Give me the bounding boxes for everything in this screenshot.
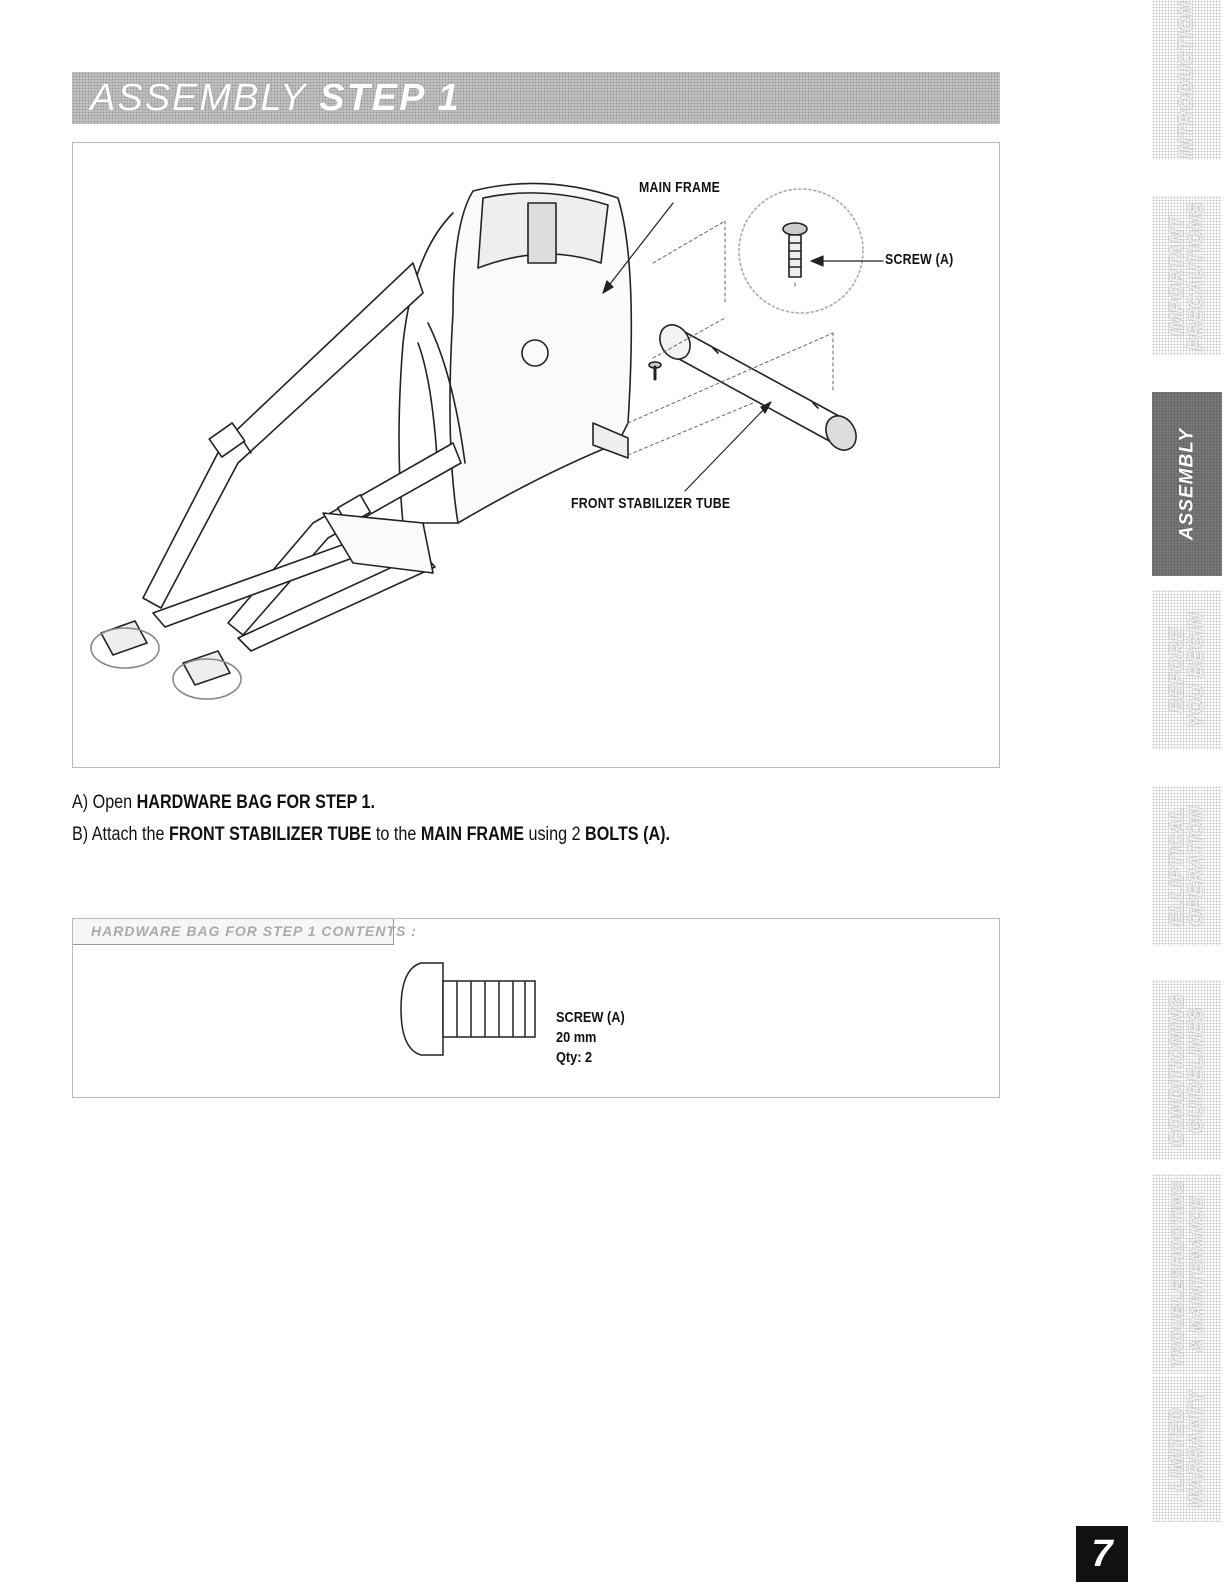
nav-tab-line1: CONDITIONING (1167, 993, 1188, 1147)
section-title-part1: ASSEMBLY (90, 77, 307, 119)
instruction-b-bold-tube: FRONT STABILIZER TUBE (168, 824, 372, 845)
right-pedal (183, 651, 230, 685)
nav-tab-line2: & MAINTENANCE (1187, 1196, 1206, 1352)
page-number: 7 (1076, 1526, 1128, 1582)
nav-tab-limited-warranty[interactable] (1152, 1376, 1222, 1522)
front-stabilizer-label: FRONT STABILIZER TUBE (571, 495, 731, 512)
screw-label: SCREW (A) (885, 251, 954, 268)
nav-tab-label (1178, 1, 1197, 159)
main-frame-label: MAIN FRAME (639, 179, 721, 196)
instruction-b-bold-frame: MAIN FRAME (420, 824, 525, 845)
hardware-part-info (556, 1008, 625, 1068)
nav-tab-label (1168, 806, 1206, 927)
hardware-part-qty: Qty: 2 (556, 1049, 593, 1066)
nav-tab-label (1168, 201, 1206, 350)
nav-tab-label (1168, 1390, 1206, 1508)
nav-tab-line1: ASSEMBLY (1176, 427, 1198, 541)
nav-tab-line2: GUIDELINES (1186, 1006, 1207, 1134)
nav-tab-line1: BEFORE (1167, 627, 1188, 713)
nav-tab-label (1178, 428, 1197, 540)
instruction-b-bold-bolts: BOLTS (A). (585, 824, 670, 845)
nav-tab-introduction[interactable] (1152, 0, 1222, 160)
instruction-a-bold: HARDWARE BAG FOR STEP 1. (136, 792, 376, 813)
hardware-part-name: SCREW (A) (556, 1009, 625, 1026)
nav-tab-line1: IMPORTANT (1167, 215, 1188, 337)
nav-tab-conditioning-guidelines[interactable] (1152, 980, 1222, 1160)
section-title-bar (72, 72, 1000, 124)
nav-tab-line1: INTRODUCTION (1176, 1, 1198, 159)
hardware-bag-box (72, 918, 1000, 1098)
left-pedal (101, 621, 147, 655)
section-title-part2: STEP 1 (319, 77, 461, 119)
nav-tab-line2: WARRANTY (1186, 1390, 1207, 1508)
screw-actual-size-icon (73, 919, 999, 1097)
instruction-b (72, 824, 670, 846)
section-title (90, 78, 461, 118)
nav-tab-line2: YOU BEGIN (1186, 612, 1207, 728)
screw-detail-shape (783, 223, 807, 277)
nav-tab-elliptical-operation[interactable] (1152, 786, 1222, 946)
instruction-b-text: B) Attach the (72, 824, 169, 845)
instruction-a (72, 792, 375, 814)
nav-tab-line2: OPERATION (1186, 805, 1207, 927)
nav-tab-important-precautions[interactable] (1152, 196, 1222, 356)
nav-tab-troubleshooting-maintenance[interactable] (1152, 1174, 1222, 1374)
nav-tab-label (1168, 1180, 1206, 1368)
instruction-b-text-using: using 2 (524, 824, 586, 845)
nav-tab-line2: PRECAUTIONS (1186, 201, 1207, 351)
nav-tab-before-you-begin[interactable] (1152, 590, 1222, 750)
assembly-diagram (72, 142, 1000, 768)
elliptical-drawing (73, 143, 999, 767)
hardware-bag-tab-label: HARDWARE BAG FOR STEP 1 CONTENTS : (91, 923, 417, 939)
nav-tab-line1: TROUBLESHOOTING (1168, 1180, 1187, 1368)
nav-tab-label (1168, 612, 1206, 728)
instruction-a-text: A) Open (72, 792, 137, 813)
nav-tab-label (1168, 994, 1206, 1146)
instruction-b-text-mid: to the (371, 824, 421, 845)
nav-tab-assembly[interactable] (1152, 392, 1222, 576)
nav-tab-line1: LIMITED (1167, 1407, 1188, 1491)
screw-small-shape (649, 362, 661, 379)
section-side-nav (1148, 0, 1224, 1584)
nav-tab-line1: ELLIPTICAL (1167, 806, 1188, 926)
hardware-part-size: 20 mm (556, 1029, 597, 1046)
